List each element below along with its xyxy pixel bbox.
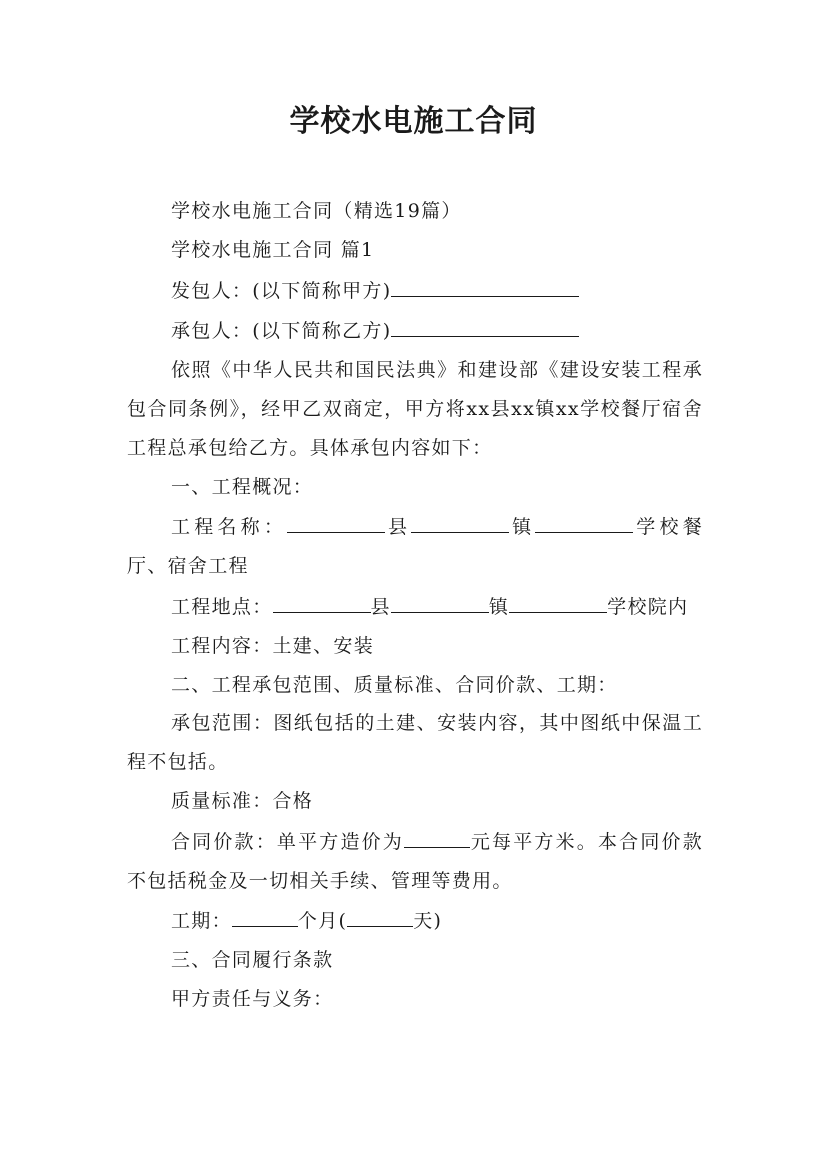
county-label: 县 xyxy=(385,516,412,539)
project-name-line xyxy=(127,506,703,586)
project-content-line: 工程内容：土建、安装 xyxy=(171,634,375,657)
period-line xyxy=(127,900,703,941)
site-county-blank xyxy=(273,586,371,613)
party-a-label: 发包人：(以下简称甲方) xyxy=(171,279,392,302)
section-1-heading: 一、工程概况： xyxy=(171,475,314,498)
duty-a-heading: 甲方责任与义务： xyxy=(171,987,334,1010)
site-school-blank xyxy=(509,586,607,613)
school-blank xyxy=(535,506,633,533)
price-tail: 元每平方米。本合同价款不包括税金及一切相关手续、管理等费用。 xyxy=(127,830,703,892)
period-day: 天) xyxy=(413,910,443,933)
project-site-tail: 学校院内 xyxy=(607,595,689,618)
document-body xyxy=(127,192,703,1019)
project-name-label: 工程名称： xyxy=(171,516,288,539)
party-a-line xyxy=(127,270,703,311)
price-blank xyxy=(404,821,470,848)
project-site-label: 工程地点： xyxy=(171,595,273,618)
county-blank xyxy=(287,506,385,533)
party-b-label: 承包人：(以下简称乙方) xyxy=(171,320,392,343)
section-3-heading: 三、合同履行条款 xyxy=(171,949,334,972)
day-blank xyxy=(347,900,413,927)
period-month: 个月( xyxy=(297,910,348,933)
month-blank xyxy=(232,900,298,927)
intro-paragraph: 依照《中华人民共和国民法典》和建设部《建设安装工程承包合同条例》，经甲乙双商定，甲方将xx县xx镇xx学校餐厅宿舍工程总承包给乙方。具体承包内容如下： xyxy=(127,359,703,459)
town-label: 镇 xyxy=(509,516,536,539)
price-paragraph xyxy=(127,821,703,901)
party-b-line xyxy=(127,310,703,351)
quality-line: 质量标准：合格 xyxy=(171,789,314,812)
price-head: 合同价款：单平方造价为 xyxy=(171,830,404,853)
site-town-blank xyxy=(391,586,489,613)
site-county-label: 县 xyxy=(370,595,391,618)
subtitle-line: 学校水电施工合同（精选19篇） xyxy=(171,200,462,222)
project-name-tail: 学校餐厅、宿舍工程 xyxy=(127,516,703,578)
section-2-heading: 二、工程承包范围、质量标准、合同价款、工期： xyxy=(171,673,618,696)
chapter-heading: 学校水电施工合同 篇1 xyxy=(171,238,375,261)
period-label: 工期： xyxy=(171,910,232,933)
document-title: 学校水电施工合同 xyxy=(289,104,538,139)
town-blank xyxy=(411,506,509,533)
scope-paragraph: 承包范围：图纸包括的土建、安装内容，其中图纸中保温工程不包括。 xyxy=(127,712,703,774)
party-b-blank xyxy=(391,310,579,337)
party-a-blank xyxy=(391,270,579,297)
site-town-label: 镇 xyxy=(488,595,510,618)
project-site-line xyxy=(127,586,703,627)
